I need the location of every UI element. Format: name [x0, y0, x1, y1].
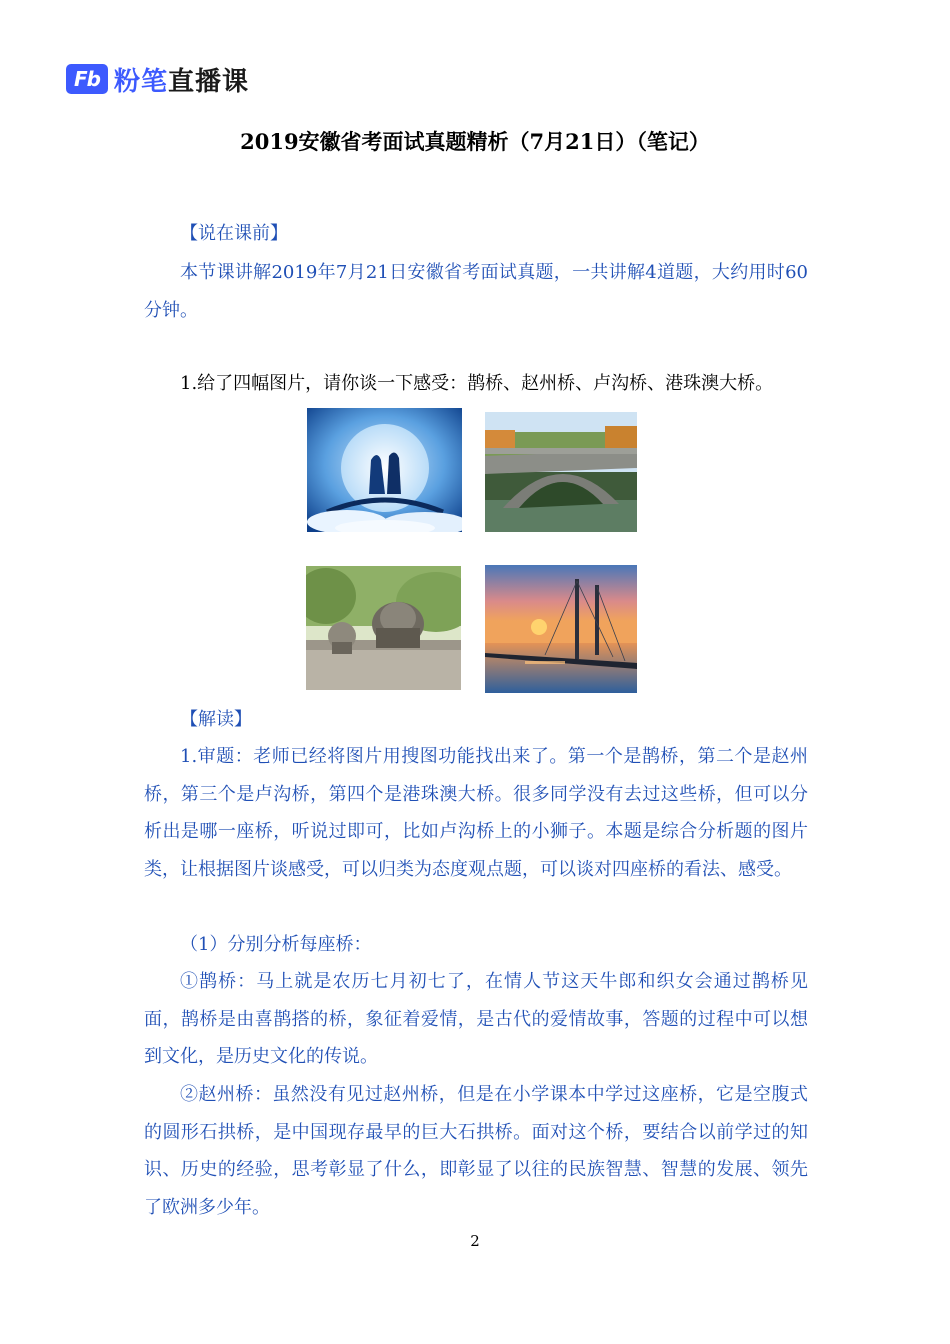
- intro-paragraph: 本节课讲解2019年7月21日安徽省考面试真题，一共讲解4道题，大约用时60分钟。: [144, 262, 808, 321]
- analysis-heading: 【解读】: [180, 709, 252, 730]
- analysis-paragraph-3: ①鹊桥：马上就是农历七月初七了，在情人节这天牛郎和织女会通过鹊桥见面，鹊桥是由喜鹊搭的桥，象征着爱情，是古代的爱情故事，答题的过程中可以想到文化，是历史文化的传说。: [144, 971, 808, 1068]
- page-title: 2019安徽省考面试真题精析（7月21日）（笔记）: [240, 129, 710, 154]
- page-number: 2: [470, 1232, 480, 1250]
- zhaozhou-bridge-photo: [485, 412, 637, 532]
- intro-heading: 【说在课前】: [180, 223, 288, 244]
- fenbi-logo: [66, 62, 249, 96]
- analysis-paragraph-2: （1）分别分析每座桥：: [180, 934, 372, 955]
- logo-wordmark: [114, 61, 249, 98]
- logo-brand-text: 粉笔: [114, 66, 169, 97]
- analysis-paragraph-1: 1.审题：老师已经将图片用搜图功能找出来了。第一个是鹊桥，第二个是赵州桥，第三个是卢沟桥，第四个是港珠澳大桥。很多同学没有去过这些桥，但可以分析出是哪一座桥，听说过即可，比如卢沟桥上的小狮子。本题是综合分析题的图片类，让根据图片谈感受，可以归类为态度观点题，可以谈对四座桥的看法、感受。: [144, 746, 808, 880]
- logo-product-text: 直播课: [168, 66, 250, 97]
- question-text: 1.给了四幅图片，请你谈一下感受：鹊桥、赵州桥、卢沟桥、港珠澳大桥。: [180, 373, 774, 394]
- analysis-paragraph-4: ②赵州桥：虽然没有见过赵州桥，但是在小学课本中学过这座桥，它是空腹式的圆形石拱桥，是中国现存最早的巨大石拱桥。面对这个桥，要结合以前学过的知识、历史的经验，思考彰显了什么，即彰显了以往的民族智慧、智慧的发展、领先了欧洲多少年。: [144, 1084, 808, 1218]
- logo-mark-icon: Fb: [66, 64, 108, 94]
- lugou-bridge-photo: [306, 566, 461, 690]
- magpie-bridge-photo: [307, 408, 462, 532]
- hzmb-bridge-photo: [485, 565, 637, 693]
